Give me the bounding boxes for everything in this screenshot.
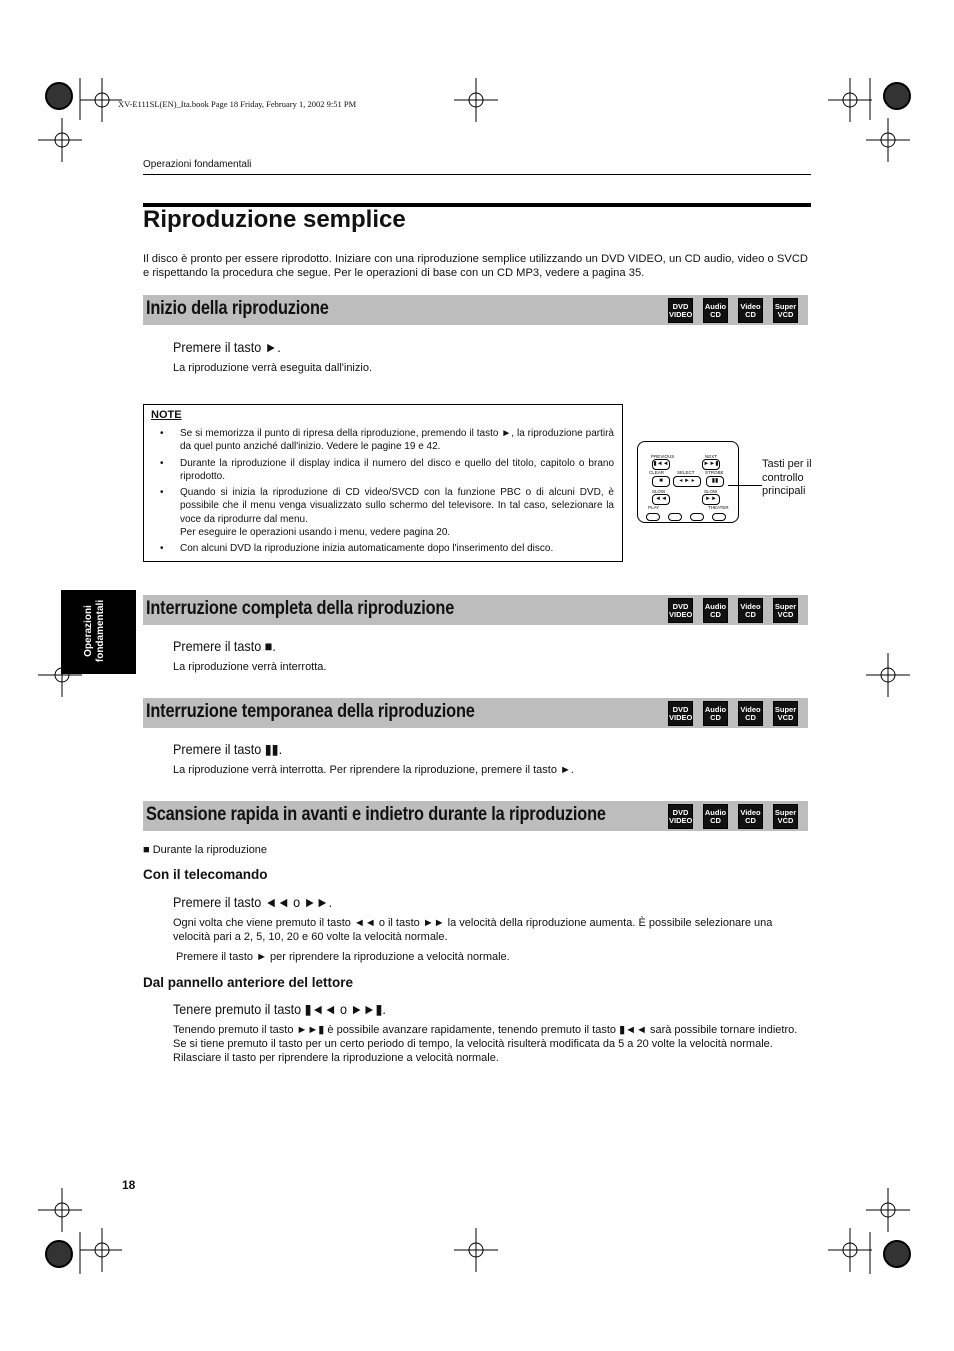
remote-label: THEATER [708,505,729,510]
note-box [143,404,623,562]
stop-icon: ■ [652,476,670,487]
section-heading: Scansione rapida in avanti e indietro durante la riproduzione [146,804,606,825]
section-bar-pause [143,698,808,728]
remote-label: PREVIOUS [651,454,675,459]
remote-label: PLAY [648,505,660,510]
header-rule [143,174,811,175]
note-item: • Quando si inizia la riproduzione di CD video/SVCD con la funzione PBC o di alcuni DVD, è possibile che il menu venga visualizzato sullo schermo del televisore. In tal caso, selezionare la voce da riprodurre dal menu. [158,486,614,526]
video-cd-badge: Video CD [738,298,763,323]
note-remote: Premere il tasto ► per riprendere la riproduzione a velocità normale. [176,951,510,963]
dvd-video-badge: DVD VIDEO [668,298,693,323]
remote-label: NEXT [705,454,718,459]
section-bar-start [143,295,808,325]
page-title: Riproduzione semplice [143,206,406,233]
audio-cd-badge: Audio CD [703,298,728,323]
file-meta-line: XV-E111SL(EN)_Ita.book Page 18 Friday, February 1, 2002 9:51 PM [118,99,357,109]
dvd-video-badge: DVD VIDEO [668,804,693,829]
remote-label: SLOW [652,489,666,494]
step-stop: Premere il tasto ■. [173,638,276,654]
note-item-continued: Per eseguire le operazioni usando i menu, vedere pagina 20. [180,527,451,539]
oval-button-icon [646,513,660,521]
audio-cd-badge: Audio CD [703,701,728,726]
step-panel: Tenere premuto il tasto ▮◄◄ o ►►▮. [173,1001,386,1017]
oval-button-icon [668,513,682,521]
disc-badges [668,298,798,323]
desc-start: La riproduzione verrà eseguita dall'inizio. [173,362,372,374]
super-vcd-badge: Super VCD [773,804,798,829]
next-icon: ►►▮ [702,459,720,470]
video-cd-badge: Video CD [738,804,763,829]
video-cd-badge: Video CD [738,701,763,726]
note-item: • Durante la riproduzione il display indica il numero del disco e quello del titolo, capitolo o brano riprodotto. [158,457,614,484]
remote-label: SLOW [704,489,718,494]
step-remote: Premere il tasto ◄◄ o ►►. [173,894,333,910]
fast-forward-icon: ►► [702,494,720,505]
note-item: • Con alcuni DVD la riproduzione inizia automaticamente dopo l'inserimento del disco. [158,542,614,555]
pause-icon: ▮▮ [706,476,724,487]
audio-cd-badge: Audio CD [703,804,728,829]
super-vcd-badge: Super VCD [773,298,798,323]
page-number: 18 [122,1178,136,1192]
video-cd-badge: Video CD [738,598,763,623]
desc-pause: La riproduzione verrà interrotta. Per riprendere la riproduzione, premere il tasto ►. [173,764,574,776]
intro-paragraph: Il disco è pronto per essere riprodotto. Iniziare con una riproduzione semplice utilizzando un DVD VIDEO, un CD audio, video o SVCD e rispettando la procedura che segue. Per le operazioni di base con un CD MP3, vedere a pagina 35. [143,253,808,279]
step-pause: Premere il tasto ▮▮. [173,741,283,757]
section-heading: Inizio della riproduzione [146,298,329,319]
section-heading: Interruzione completa della riproduzione [146,598,455,619]
super-vcd-badge: Super VCD [773,598,798,623]
during-playback-label: ■ Durante la riproduzione [143,844,268,856]
caption-leader-line [728,485,762,486]
oval-button-icon [712,513,726,521]
section-bar-scan [143,801,808,831]
remote-control-illustration [637,441,739,523]
disc-badges [668,598,798,623]
note-list [158,427,614,559]
previous-icon: ▮◄◄ [652,459,670,470]
dvd-video-badge: DVD VIDEO [668,598,693,623]
remote-label: SELECT [677,470,695,475]
step-start: Premere il tasto ►. [173,339,281,355]
rewind-icon: ◄◄ [652,494,670,505]
running-head: Operazioni fondamentali [143,159,252,170]
desc-panel: Tenendo premuto il tasto ►►▮ è possibile avanzare rapidamente, tenendo premuto il tasto ▮◄◄ sarà possibile tornare indietro. Se si tiene premuto il tasto per un certo periodo di tempo, la velocità risulterà modificata da 5 a 20 volte la velocità normale. Rilasciare il tasto per riprendere la riproduzione a velocità normale. [173,1024,798,1064]
dvd-video-badge: DVD VIDEO [668,701,693,726]
chapter-side-tab [61,590,136,674]
note-title: NOTE [151,409,182,421]
super-vcd-badge: Super VCD [773,701,798,726]
remote-caption: Tasti per il controllo principali [762,458,812,497]
subheading-panel: Dal pannello anteriore del lettore [143,975,354,990]
side-tab-label: Operazioni fondamentali [83,599,106,663]
audio-cd-badge: Audio CD [703,598,728,623]
remote-label: CLEAR [649,470,665,475]
subheading-remote: Con il telecomando [143,867,268,882]
play-icon: ◂ ► ▸ [673,476,701,487]
note-item: • Se si memorizza il punto di ripresa della riproduzione, premendo il tasto ►, la riproduzione partirà da quel punto anziché dall'inizio. Vedere le pagine 19 e 42. [158,427,614,454]
section-bar-stop [143,595,808,625]
section-heading: Interruzione temporanea della riproduzione [146,701,475,722]
disc-badges [668,701,798,726]
remote-label: STROBE [705,470,724,475]
desc-remote: Ogni volta che viene premuto il tasto ◄◄ o il tasto ►► la velocità della riproduzione aumenta. È possibile selezionare una velocità pari a 2, 5, 10, 20 e 60 volte la velocità normale. [173,917,773,943]
oval-button-icon [690,513,704,521]
disc-badges [668,804,798,829]
desc-stop: La riproduzione verrà interrotta. [173,661,327,673]
